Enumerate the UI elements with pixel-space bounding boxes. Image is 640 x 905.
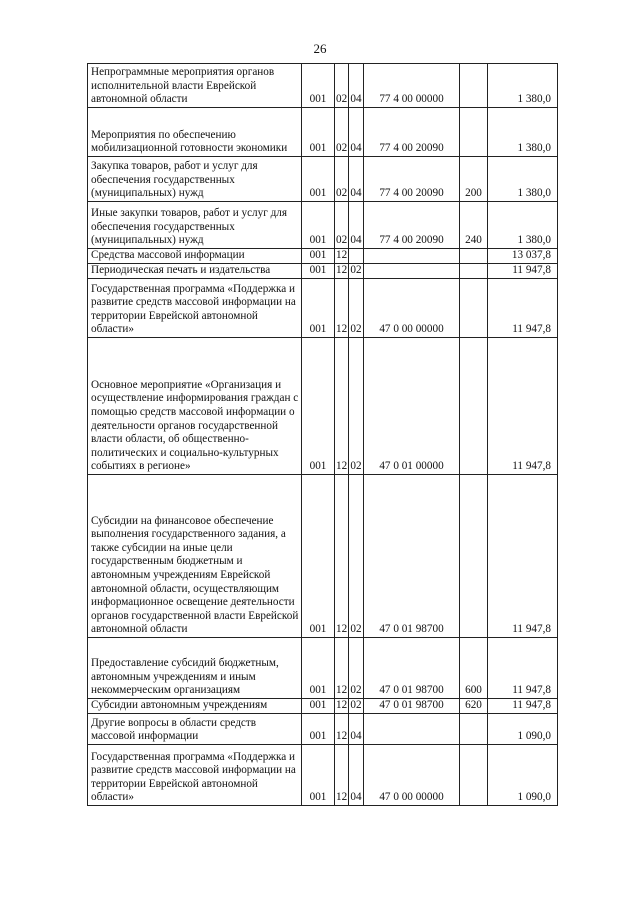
- row-subsection-cell: 04: [349, 157, 364, 202]
- row-target-article-cell: 47 0 01 98700: [364, 699, 460, 714]
- row-name-cell: Мероприятия по обеспечению мобилизационной готовности экономики: [88, 108, 302, 157]
- row-name-cell: Государственная программа «Поддержка и развитие средств массовой информации на территории Еврейской автономной области»: [88, 279, 302, 338]
- row-amount-cell: 11 947,8: [488, 638, 558, 699]
- row-expense-type-cell: 200: [460, 157, 488, 202]
- row-expense-type-cell: [460, 249, 488, 264]
- row-name-cell: Субсидии на финансовое обеспечение выполнения государственного задания, а также субсидии на иные цели государственным бюджетным и автономным учреждениям Еврейской автономной области, осуществляющим информационное освещение деятельности органов государственной власти Еврейской автономной области: [88, 475, 302, 638]
- row-target-article-cell: 77 4 00 20090: [364, 202, 460, 249]
- row-amount-cell: 1 380,0: [488, 157, 558, 202]
- row-target-article-cell: 77 4 00 20090: [364, 157, 460, 202]
- row-amount-cell: 1 380,0: [488, 64, 558, 108]
- row-section-cell: 12: [335, 279, 349, 338]
- row-name-cell: Периодическая печать и издательства: [88, 264, 302, 279]
- row-expense-type-cell: [460, 108, 488, 157]
- row-expense-type-cell: [460, 64, 488, 108]
- row-amount-cell: 13 037,8: [488, 249, 558, 264]
- table-row: [88, 338, 558, 475]
- row-amount-cell: 11 947,8: [488, 279, 558, 338]
- row-subsection-cell: 04: [349, 745, 364, 806]
- row-section-cell: 12: [335, 638, 349, 699]
- budget-table-body: [88, 64, 558, 806]
- row-amount-cell: 11 947,8: [488, 338, 558, 475]
- row-target-article-cell: 77 4 00 20090: [364, 108, 460, 157]
- row-subsection-cell: 02: [349, 475, 364, 638]
- table-row: [88, 475, 558, 638]
- table-row: [88, 745, 558, 806]
- row-section-cell: 12: [335, 745, 349, 806]
- row-section-cell: 02: [335, 157, 349, 202]
- row-subsection-cell: 02: [349, 699, 364, 714]
- row-section-cell: 12: [335, 338, 349, 475]
- table-row: [88, 202, 558, 249]
- row-section-cell: 12: [335, 699, 349, 714]
- row-target-article-cell: [364, 264, 460, 279]
- table-row: [88, 714, 558, 745]
- page-number: 26: [313, 41, 327, 56]
- table-row: [88, 279, 558, 338]
- row-subsection-cell: 04: [349, 108, 364, 157]
- row-name-cell: Непрограммные мероприятия органов исполнительной власти Еврейской автономной области: [88, 64, 302, 108]
- row-subsection-cell: 04: [349, 64, 364, 108]
- row-grbs-cell: 001: [302, 338, 335, 475]
- row-section-cell: 12: [335, 264, 349, 279]
- row-expense-type-cell: [460, 279, 488, 338]
- row-name-cell: Государственная программа «Поддержка и развитие средств массовой информации на территории Еврейской автономной области»: [88, 745, 302, 806]
- row-grbs-cell: 001: [302, 157, 335, 202]
- row-grbs-cell: 001: [302, 202, 335, 249]
- row-amount-cell: 11 947,8: [488, 699, 558, 714]
- row-section-cell: 02: [335, 108, 349, 157]
- table-row: [88, 157, 558, 202]
- row-grbs-cell: 001: [302, 475, 335, 638]
- row-amount-cell: 11 947,8: [488, 264, 558, 279]
- budget-table: [87, 63, 558, 806]
- row-amount-cell: 11 947,8: [488, 475, 558, 638]
- row-name-cell: Закупка товаров, работ и услуг для обеспечения государственных (муниципальных) нужд: [88, 157, 302, 202]
- row-grbs-cell: 001: [302, 108, 335, 157]
- row-subsection-cell: 02: [349, 279, 364, 338]
- row-name-cell: Предоставление субсидий бюджетным, автономным учреждениям и иным некоммерческим организациям: [88, 638, 302, 699]
- row-subsection-cell: 04: [349, 202, 364, 249]
- table-row: [88, 249, 558, 264]
- row-target-article-cell: 47 0 01 00000: [364, 338, 460, 475]
- row-name-cell: Средства массовой информации: [88, 249, 302, 264]
- row-grbs-cell: 001: [302, 745, 335, 806]
- row-section-cell: 12: [335, 475, 349, 638]
- row-target-article-cell: 77 4 00 00000: [364, 64, 460, 108]
- row-amount-cell: 1 090,0: [488, 714, 558, 745]
- table-row: [88, 699, 558, 714]
- row-amount-cell: 1 090,0: [488, 745, 558, 806]
- row-subsection-cell: 02: [349, 338, 364, 475]
- row-grbs-cell: 001: [302, 264, 335, 279]
- row-target-article-cell: 47 0 01 98700: [364, 638, 460, 699]
- row-name-cell: Иные закупки товаров, работ и услуг для обеспечения государственных (муниципальных) нужд: [88, 202, 302, 249]
- row-expense-type-cell: 620: [460, 699, 488, 714]
- row-section-cell: 02: [335, 64, 349, 108]
- row-subsection-cell: 02: [349, 264, 364, 279]
- row-expense-type-cell: [460, 475, 488, 638]
- row-expense-type-cell: [460, 264, 488, 279]
- row-amount-cell: 1 380,0: [488, 202, 558, 249]
- row-grbs-cell: 001: [302, 714, 335, 745]
- row-grbs-cell: 001: [302, 638, 335, 699]
- row-grbs-cell: 001: [302, 699, 335, 714]
- row-section-cell: 02: [335, 202, 349, 249]
- table-row: [88, 64, 558, 108]
- row-target-article-cell: [364, 714, 460, 745]
- row-amount-cell: 1 380,0: [488, 108, 558, 157]
- table-row: [88, 264, 558, 279]
- table-row: [88, 108, 558, 157]
- row-grbs-cell: 001: [302, 64, 335, 108]
- row-subsection-cell: [349, 249, 364, 264]
- row-expense-type-cell: [460, 338, 488, 475]
- row-section-cell: 12: [335, 249, 349, 264]
- row-target-article-cell: 47 0 01 98700: [364, 475, 460, 638]
- row-name-cell: Основное мероприятие «Организация и осуществление информирования граждан с помощью средств массовой информации о деятельности органов государственной власти области, об общественно-политических и социально-культурных событиях в регионе»: [88, 338, 302, 475]
- row-grbs-cell: 001: [302, 279, 335, 338]
- table-row: [88, 638, 558, 699]
- row-expense-type-cell: 240: [460, 202, 488, 249]
- row-section-cell: 12: [335, 714, 349, 745]
- row-name-cell: Другие вопросы в области средств массовой информации: [88, 714, 302, 745]
- row-target-article-cell: [364, 249, 460, 264]
- row-expense-type-cell: 600: [460, 638, 488, 699]
- row-name-cell: Субсидии автономным учреждениям: [88, 699, 302, 714]
- row-target-article-cell: 47 0 00 00000: [364, 279, 460, 338]
- row-expense-type-cell: [460, 745, 488, 806]
- row-subsection-cell: 02: [349, 638, 364, 699]
- row-subsection-cell: 04: [349, 714, 364, 745]
- row-expense-type-cell: [460, 714, 488, 745]
- row-target-article-cell: 47 0 00 00000: [364, 745, 460, 806]
- row-grbs-cell: 001: [302, 249, 335, 264]
